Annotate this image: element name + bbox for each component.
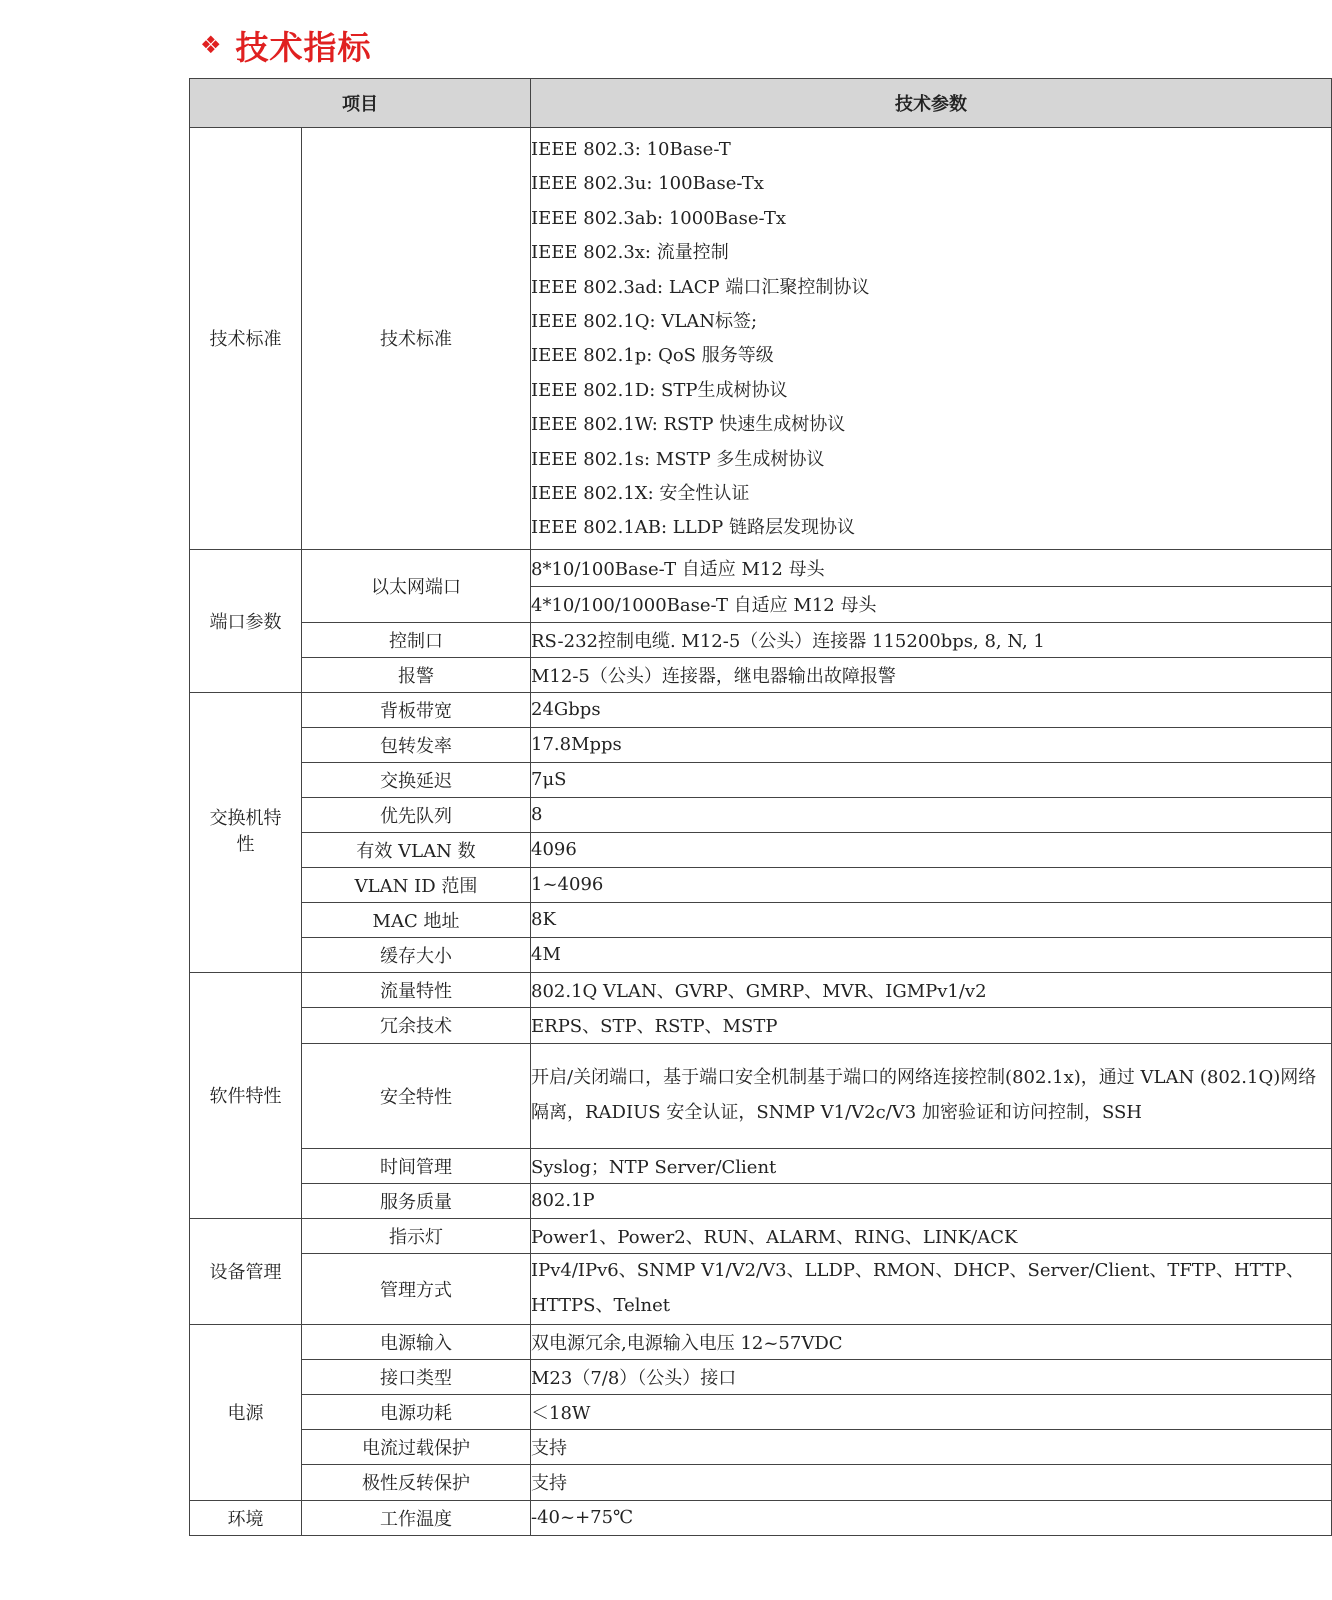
category-software: 软件特性: [190, 972, 302, 1218]
item-vlan-count: 有效 VLAN 数: [302, 832, 531, 867]
value-time-management: Syslog；NTP Server/Client: [531, 1148, 1332, 1183]
standard-line: IEEE 802.3x: 流量控制: [531, 242, 729, 264]
item-alarm: 报警: [302, 657, 531, 692]
item-interface-type: 接口类型: [302, 1359, 531, 1394]
value-buffer-size: 4M: [531, 937, 1332, 972]
diamond-bullet-icon: ❖: [200, 31, 222, 59]
table-row: [190, 1183, 1332, 1218]
table-row: [190, 1394, 1332, 1429]
value-latency: 7μS: [531, 762, 1332, 797]
value-forwarding-rate: 17.8Mpps: [531, 727, 1332, 762]
table-row: [190, 1007, 1332, 1043]
table-row: [190, 937, 1332, 972]
item-priority-queue: 优先队列: [302, 797, 531, 832]
value-interface-type: M23（7/8）（公头）接口: [531, 1359, 1332, 1394]
item-operating-temperature: 工作温度: [302, 1500, 531, 1535]
item-standards: 技术标准: [302, 128, 531, 550]
value-alarm: M12-5（公头）连接器，继电器输出故障报警: [531, 657, 1332, 692]
standard-line: IEEE 802.1X: 安全性认证: [531, 482, 750, 504]
spec-table: [189, 78, 1332, 1536]
table-row: [190, 902, 1332, 937]
category-management: 设备管理: [190, 1218, 302, 1324]
standard-line: IEEE 802.3ad: LACP 端口汇聚控制协议: [531, 276, 870, 298]
item-indicator: 指示灯: [302, 1218, 531, 1253]
value-vlan-id-range: 1~4096: [531, 867, 1332, 902]
category-switching: 交换机特性: [190, 692, 302, 972]
table-row: [190, 657, 1332, 692]
item-vlan-id-range: VLAN ID 范围: [302, 867, 531, 902]
category-power: 电源: [190, 1324, 302, 1500]
table-row: [190, 832, 1332, 867]
table-header-row: [190, 79, 1332, 128]
table-row: [190, 1043, 1332, 1148]
value-indicator: Power1、Power2、RUN、ALARM、RING、LINK/ACK: [531, 1218, 1332, 1253]
value-vlan-count: 4096: [531, 832, 1332, 867]
value-overload-protection: 支持: [531, 1429, 1332, 1464]
value-power-consumption: ＜18W: [531, 1394, 1332, 1429]
value-traffic: 802.1Q VLAN、GVRP、GMRP、MVR、IGMPv1/v2: [531, 972, 1332, 1007]
item-power-consumption: 电源功耗: [302, 1394, 531, 1429]
standard-line: IEEE 802.1Q: VLAN标签;: [531, 310, 758, 332]
value-ethernet-2: 4*10/100/1000Base-T 自适应 M12 母头: [531, 586, 1332, 622]
value-power-input: 双电源冗余,电源输入电压 12~57VDC: [531, 1324, 1332, 1359]
standard-line: IEEE 802.1W: RSTP 快速生成树协议: [531, 414, 846, 436]
item-power-input: 电源输入: [302, 1324, 531, 1359]
table-row: [190, 762, 1332, 797]
table-row: [190, 1218, 1332, 1253]
standard-line: IEEE 802.1s: MSTP 多生成树协议: [531, 448, 825, 470]
item-qos: 服务质量: [302, 1183, 531, 1218]
header-params: 技术参数: [531, 79, 1332, 128]
item-time-management: 时间管理: [302, 1148, 531, 1183]
value-reverse-polarity-protection: 支持: [531, 1464, 1332, 1500]
table-row: [190, 1148, 1332, 1183]
item-traffic: 流量特性: [302, 972, 531, 1007]
item-management-method: 管理方式: [302, 1253, 531, 1324]
item-console-port: 控制口: [302, 622, 531, 657]
value-security: 开启/关闭端口，基于端口安全机制基于端口的网络连接控制(802.1x)，通过 VLAN (802.1Q)网络隔离，RADIUS 安全认证，SNMP V1/V2c/V3 加密验证和访问控制，SSH: [531, 1043, 1332, 1148]
value-operating-temperature: -40~+75℃: [531, 1500, 1332, 1535]
table-row: [190, 867, 1332, 902]
standard-line: IEEE 802.3u: 100Base-Tx: [531, 173, 764, 195]
value-console-port: RS-232控制电缆. M12-5（公头）连接器 115200bps, 8, N, 1: [531, 622, 1332, 657]
item-overload-protection: 电流过载保护: [302, 1429, 531, 1464]
standard-line: IEEE 802.3ab: 1000Base-Tx: [531, 207, 787, 229]
table-row: [190, 128, 1332, 550]
standard-line: IEEE 802.1D: STP生成树协议: [531, 379, 788, 401]
table-row: [190, 622, 1332, 657]
item-reverse-polarity-protection: 极性反转保护: [302, 1464, 531, 1500]
table-row: [190, 1324, 1332, 1359]
standard-line: IEEE 802.3: 10Base-T: [531, 139, 731, 160]
item-ethernet-port: 以太网端口: [302, 549, 531, 622]
category-standards: 技术标准: [190, 128, 302, 550]
item-backplane: 背板带宽: [302, 692, 531, 727]
table-row: [190, 727, 1332, 762]
standards-list-cell: [531, 128, 1332, 550]
value-backplane: 24Gbps: [531, 692, 1332, 727]
header-item: 项目: [190, 79, 531, 128]
standard-line: IEEE 802.1AB: LLDP 链路层发现协议: [531, 517, 855, 539]
value-qos: 802.1P: [531, 1183, 1332, 1218]
table-row: [190, 1429, 1332, 1464]
item-forwarding-rate: 包转发率: [302, 727, 531, 762]
table-row: [190, 549, 1332, 586]
standard-line: IEEE 802.1p: QoS 服务等级: [531, 345, 774, 367]
table-row: [190, 1500, 1332, 1535]
table-row: [190, 972, 1332, 1007]
table-row: [190, 797, 1332, 832]
table-row: [190, 1359, 1332, 1394]
category-ports: 端口参数: [190, 549, 302, 692]
item-security: 安全特性: [302, 1043, 531, 1148]
value-mac-address: 8K: [531, 902, 1332, 937]
item-redundancy: 冗余技术: [302, 1007, 531, 1043]
table-row: [190, 1253, 1332, 1324]
section-title: [200, 22, 372, 68]
category-environment: 环境: [190, 1500, 302, 1535]
value-priority-queue: 8: [531, 797, 1332, 832]
section-title-text: 技术指标: [235, 27, 372, 67]
table-row: [190, 1464, 1332, 1500]
item-latency: 交换延迟: [302, 762, 531, 797]
item-mac-address: MAC 地址: [302, 902, 531, 937]
table-row: [190, 692, 1332, 727]
value-ethernet-1: 8*10/100Base-T 自适应 M12 母头: [531, 549, 1332, 586]
value-redundancy: ERPS、STP、RSTP、MSTP: [531, 1007, 1332, 1043]
value-management-method: IPv4/IPv6、SNMP V1/V2/V3、LLDP、RMON、DHCP、Server/Client、TFTP、HTTP、HTTPS、Telnet: [531, 1253, 1332, 1324]
item-buffer-size: 缓存大小: [302, 937, 531, 972]
